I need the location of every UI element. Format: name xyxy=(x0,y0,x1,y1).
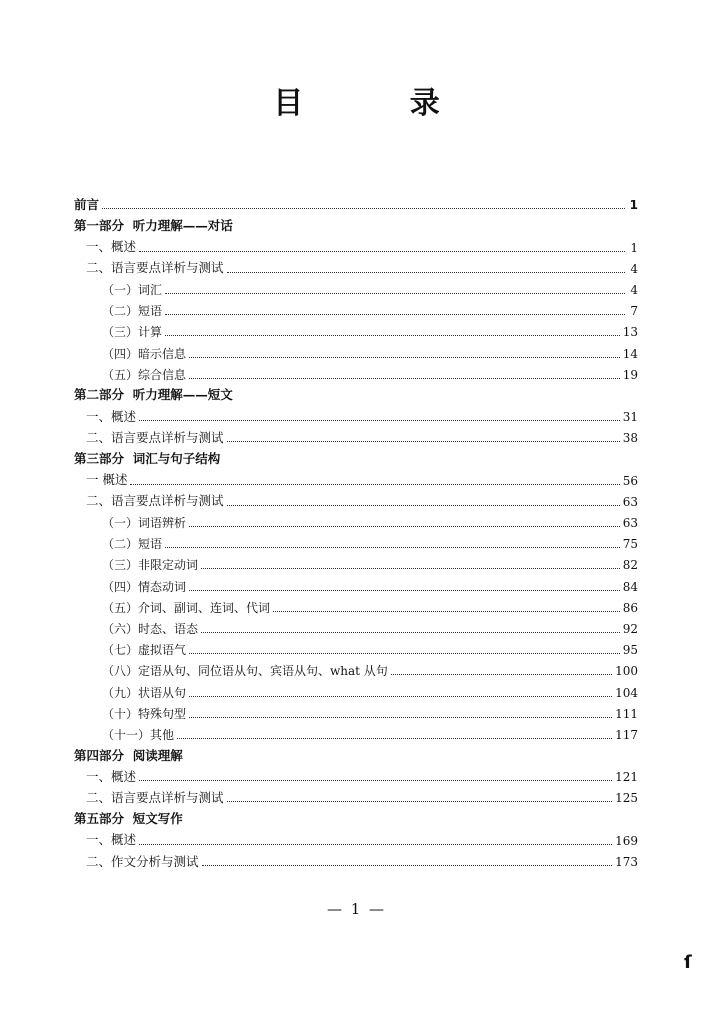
toc-entry-label: 一、概述 xyxy=(86,239,137,255)
toc-page-number: 100 xyxy=(615,664,638,679)
toc-page-number: 125 xyxy=(615,791,638,806)
toc-entry-label: （八）定语从句、同位语从句、宾语从句、what 从句 xyxy=(102,664,388,679)
toc-page-number: 75 xyxy=(622,537,638,552)
toc-entry-label: 第三部分 词汇与句子结构 xyxy=(74,450,221,466)
toc-entry-label: 前言 xyxy=(74,196,100,212)
toc-page-number: 121 xyxy=(615,770,638,785)
toc-entry-label: （二）短语 xyxy=(102,537,163,552)
toc-entry xyxy=(74,275,638,296)
toc-entry-label: 第二部分 听力理解——短文 xyxy=(74,387,233,403)
toc-entry-label: （三）非限定动词 xyxy=(102,558,199,573)
toc-entry-label: 二、语言要点详析与测试 xyxy=(86,260,224,276)
toc-page-number: 14 xyxy=(622,346,638,361)
toc-entry xyxy=(74,783,638,804)
toc-entry-label: （五）综合信息 xyxy=(102,367,187,382)
toc-entry xyxy=(74,338,638,359)
toc-entry-label: （十）特殊句型 xyxy=(102,706,187,721)
dot-leader xyxy=(189,526,620,527)
toc-entry-label: （九）状语从句 xyxy=(102,685,187,700)
toc-entry-label: 第五部分 短文写作 xyxy=(74,811,183,827)
toc-page-number: 104 xyxy=(615,685,638,700)
toc-page-number: 82 xyxy=(622,558,638,573)
dot-leader xyxy=(189,696,612,697)
toc-entry xyxy=(74,571,638,592)
toc-entry-label: 二、作文分析与测试 xyxy=(86,853,199,869)
toc-entry-label: 二、语言要点详析与测试 xyxy=(86,429,224,445)
toc-part-heading xyxy=(74,444,638,465)
toc-entry xyxy=(74,593,638,614)
toc-part-heading xyxy=(74,190,638,211)
toc-entry xyxy=(74,614,638,635)
toc-entry xyxy=(74,720,638,741)
dot-leader xyxy=(165,293,625,294)
toc-entry-label: 一、概述 xyxy=(86,408,137,424)
toc-entry-label: 一 概述 xyxy=(86,472,128,488)
dot-leader xyxy=(165,547,620,548)
dot-leader xyxy=(139,780,612,781)
dot-leader xyxy=(102,208,625,209)
toc-entry-label: （十一）其他 xyxy=(102,727,175,742)
toc-page-number: 86 xyxy=(622,600,638,615)
toc-page-number: 92 xyxy=(622,621,638,636)
table-of-contents xyxy=(74,190,638,868)
toc-entry xyxy=(74,487,638,508)
toc-entry-label: （七）虚拟语气 xyxy=(102,643,187,658)
toc-page-number: 63 xyxy=(622,516,638,530)
toc-entry-label: （一）词汇 xyxy=(102,282,163,297)
dot-leader xyxy=(227,801,613,802)
toc-entry xyxy=(74,254,638,275)
toc-page-number: 7 xyxy=(630,304,638,319)
toc-entry xyxy=(74,635,638,656)
toc-page-number: 4 xyxy=(630,261,638,276)
toc-entry xyxy=(74,232,638,253)
toc-entry xyxy=(74,529,638,550)
toc-entry xyxy=(74,656,638,677)
toc-page-number: 19 xyxy=(622,367,638,382)
toc-entry-label: （四）暗示信息 xyxy=(102,346,187,361)
toc-page-number: 13 xyxy=(622,325,638,340)
toc-entry xyxy=(74,402,638,423)
toc-entry-label: （三）计算 xyxy=(102,325,163,340)
toc-entry xyxy=(74,296,638,317)
dot-leader xyxy=(139,844,612,845)
toc-entry-label: 第四部分 阅读理解 xyxy=(74,747,183,763)
toc-page-number: 31 xyxy=(622,410,638,425)
dot-leader xyxy=(227,441,620,442)
toc-part-heading xyxy=(74,804,638,825)
toc-entry-label: （一）词语辨析 xyxy=(102,516,187,530)
toc-part-heading xyxy=(74,381,638,402)
toc-entry-label: 一、概述 xyxy=(86,832,137,848)
page-number-footer: — 1 — xyxy=(326,900,387,918)
dot-leader xyxy=(165,314,625,315)
toc-page-number: 173 xyxy=(615,855,638,869)
toc-entry xyxy=(74,423,638,444)
dot-leader xyxy=(177,738,612,739)
toc-entry xyxy=(74,847,638,868)
dot-leader xyxy=(189,357,620,358)
dot-leader xyxy=(273,611,620,612)
toc-page-number: 63 xyxy=(622,494,638,509)
dot-leader xyxy=(130,484,619,485)
dot-leader xyxy=(227,272,625,273)
toc-entry xyxy=(74,826,638,847)
page-title: 目 录 xyxy=(273,86,488,121)
toc-page-number: 117 xyxy=(615,727,638,742)
toc-part-heading xyxy=(74,741,638,762)
toc-entry-label: 二、语言要点详析与测试 xyxy=(86,493,224,509)
toc-entry-label: 一、概述 xyxy=(86,768,137,784)
toc-entry-label: （二）短语 xyxy=(102,304,163,319)
dot-leader xyxy=(189,378,620,379)
toc-entry-label: （四）情态动词 xyxy=(102,579,187,594)
dot-leader xyxy=(189,590,620,591)
dot-leader xyxy=(189,717,612,718)
dot-leader xyxy=(201,568,620,569)
toc-page-number: 56 xyxy=(622,473,638,488)
toc-page-number: 84 xyxy=(622,579,638,594)
toc-page-number: 1 xyxy=(630,240,638,255)
toc-part-heading xyxy=(74,211,638,232)
toc-entry-label: 二、语言要点详析与测试 xyxy=(86,789,224,805)
toc-page-number: 1 xyxy=(629,198,638,213)
toc-entry xyxy=(74,317,638,338)
toc-entry xyxy=(74,762,638,783)
dot-leader xyxy=(189,653,620,654)
dot-leader xyxy=(201,632,620,633)
toc-entry xyxy=(74,360,638,381)
toc-page-number: 169 xyxy=(615,833,638,848)
toc-entry-label: 第一部分 听力理解——对话 xyxy=(74,217,233,233)
dot-leader xyxy=(391,674,612,675)
toc-entry xyxy=(74,677,638,698)
toc-page-number: 38 xyxy=(622,431,638,446)
toc-entry xyxy=(74,550,638,571)
toc-page-number: 111 xyxy=(615,706,638,721)
dot-leader xyxy=(202,865,613,866)
toc-entry xyxy=(74,699,638,720)
dot-leader xyxy=(139,251,625,252)
dot-leader xyxy=(139,420,620,421)
dot-leader xyxy=(165,335,620,336)
toc-page-number: 95 xyxy=(622,643,638,658)
toc-entry xyxy=(74,465,638,486)
pen-mark-icon: ſ xyxy=(684,952,692,973)
toc-entry-label: （五）介词、副词、连词、代词 xyxy=(102,600,271,615)
toc-page-number: 4 xyxy=(630,282,638,297)
toc-entry-label: （六）时态、语态 xyxy=(102,621,199,636)
toc-entry xyxy=(74,508,638,529)
dot-leader xyxy=(227,505,620,506)
